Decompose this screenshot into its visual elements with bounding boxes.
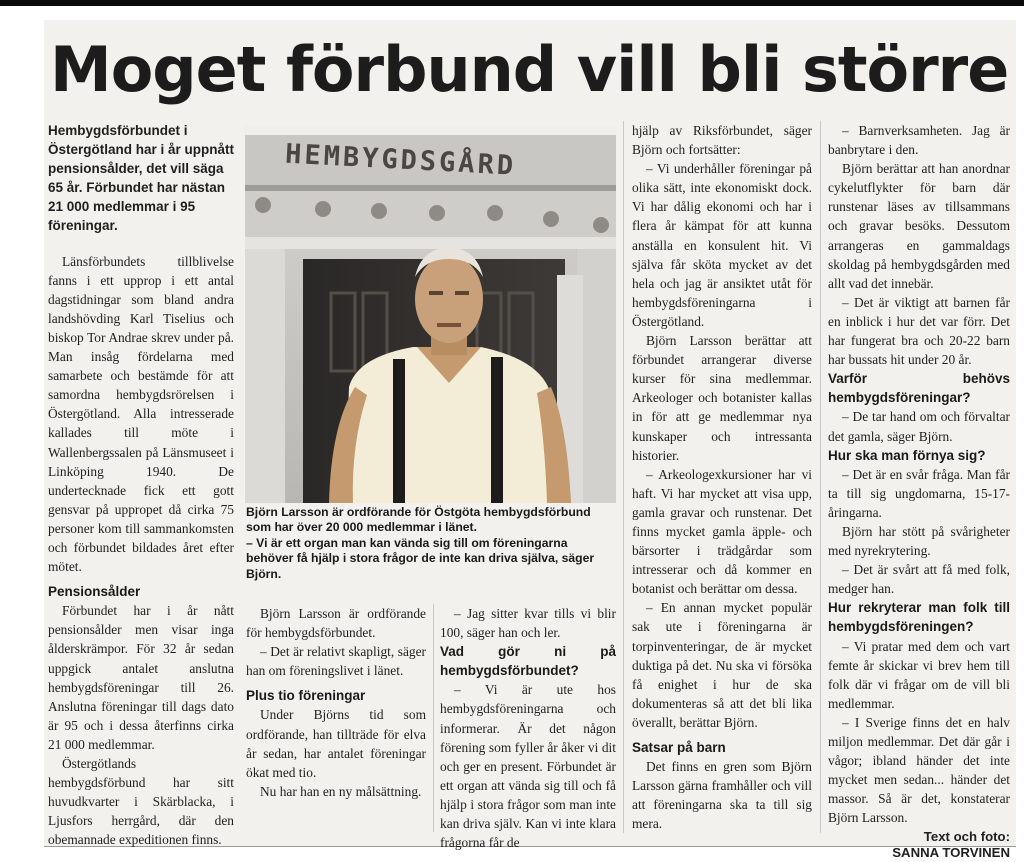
subheading-plus-tio: Plus tio föreningar [246, 688, 366, 704]
ingress: Hembygdsförbundet i Östergötland har i år uppnått pensionsålder, det vill säga 65 år. Förbundet har nästan 21 000 medlemmar i 95 föreningar. [48, 123, 235, 234]
paragraph: – Det är en svår fråga. Man får ta till sig ungdomarna, 15-17-åringarna. [828, 466, 1010, 520]
paragraph: – Vi underhåller föreningar på olika sätt, inte ekonomiskt dock. Vi har dålig ekonomi och har i flera år kämpat för att kunna anställa en konsulent hit. Vi själva får sköta mycket av det hela och jag är ansiktet utåt för hembygdsföreningarna i Östergötland. [632, 161, 812, 329]
paragraph: – Jag sitter kvar tills vi blir 100, säger han och ler. [440, 606, 616, 641]
question-vad-gor-ni: Vad gör ni på hembygdsförbundet? [440, 644, 616, 679]
column-divider [820, 121, 821, 833]
paragraph: – I Sverige finns det en halv miljon medlemmar. Det där går i vågor; ibland händer det inte mycket men sedan... händer det massor. Så är det, konstaterar Björn Larsson. [828, 714, 1010, 826]
byline-author: SANNA TORVINEN [892, 845, 1010, 861]
paragraph: Björn berättar att han anordnar cykelutflykter för barn där runstenar läses av tillsammans och gravar besöks. Dessutom arrangeras en gammaldags skoldag på hembygdsgården med allt vad det innebär. [828, 161, 1010, 291]
paragraph: – En annan mycket populär sak ute i föreningarna är torpinventeringar, de är mycket duktiga på det. Nu ska vi försöka få enighet i hur de ska dokumenteras så att det bli lika överallt, berättar Björn. [632, 600, 812, 730]
paragraph: Björn har stött på svårigheter med nyrekrytering. [828, 523, 1010, 559]
paragraph: – Barnverksamheten. Jag är banbrytare i den. [828, 123, 1010, 158]
paragraph: – Arkeologexkursioner har vi haft. Vi har mycket att visa upp, gamla gravar och runstenar. Det finns mycket gamla äpple- och bärsorter i trädgårdar som intresserar och då kommer en botanist och berättar om dessa. [632, 466, 812, 597]
paragraph: – Vi är ute hos hembygdsföreningarna och informerar. Är det någon förening som fyller år åker vi dit och ger en present. Förbundet är ett organ att vända sig till och få hjälp i stora frågor som man inte kan driva själv. Kan vi inte klara frågorna får de [440, 682, 616, 851]
sign-hembygdsgard: HEMBYGDSGÅRD [284, 138, 517, 182]
paragraph: Björn Larsson berättar att förbundet arrangerar diverse kurser för sina medlemmar. Arkeologer och botanister kallas in för att ge medlemmar nya kunskaper och intressanta historier. [632, 333, 812, 463]
column-2 [246, 604, 426, 801]
column-5 [828, 121, 1010, 861]
paragraph: – Det är viktigt att barnen får en inblick i hur det var förr. Det har fungerat bra och 20-22 barn har bussats hit under 20 år. [828, 294, 1010, 368]
paragraph: Björn Larsson är ordförande för hembygdsförbundet. [246, 606, 426, 641]
paragraph: Förbundet har i år nått pensionsålder men visar inga ålderskrämpor. För 32 år sedan uppgick antalet anslutna hembygdsföreningar till 26. Anslutna föreningar till dags dato är 95 och i dessa återfinns cirka 21 000 medlemmar. [48, 603, 234, 752]
column-divider [433, 604, 434, 832]
paragraph: – Det är svårt att få med folk, medger han. [828, 562, 1010, 597]
paragraph: – Det är relativt skapligt, säger han om föreningslivet i länet. [246, 644, 426, 679]
column-4 [632, 121, 812, 833]
paragraph: – Vi pratar med dem och vart femte år skickar vi brev hem till folk där vi frågar om de vill bli medlemmar. [828, 638, 1010, 711]
column-3 [440, 604, 616, 852]
headline: Moget förbund vill bli större [50, 33, 1009, 106]
byline-label: Text och foto: [923, 829, 1010, 845]
column-divider [623, 121, 624, 833]
caption-line: Björn Larsson är ordförande för Östgöta hembygdsförbund som har över 20 000 medlemmar i länet. [246, 505, 591, 535]
question-varfor: Varför behövs hembygdsföreningar? [828, 371, 1010, 406]
paragraph: – De tar hand om och förvaltar det gamla, säger Björn. [828, 409, 1010, 444]
paragraph: Östergötlands hembygdsförbund har sitt huvudkvarter i Skärblacka, i Ljusfors herrgård, där den obemannade expeditionen finns. [48, 756, 234, 848]
paragraph: Nu har han en ny målsättning. [260, 783, 422, 799]
paragraph: Länsförbundets tillblivelse fanns i ett upprop i ett antal dagstidningar som bland andra landshövding Karl Tiselius och biskop Tor Andrae skrev under på. Man insåg fördelarna med samarbete och bestämde för att samordna hembygdsrörelsen i Östergötland. Alla intresserade kallades till möte i Wallenbergssalen på Länsmuseet i Linköping 1940. De undertecknade fick ett gott gensvar på uppropet då cirka 75 personer kom till sammankomsten och förbundet bildades året efter mötet. [48, 253, 234, 575]
paragraph: hjälp av Riksförbundet, säger Björn och fortsätter: [632, 123, 812, 158]
photo-bjorn-larsson [245, 125, 616, 503]
question-fornya: Hur ska man förnya sig? [828, 447, 986, 463]
byline [828, 829, 1010, 861]
question-rekrytera: Hur rekryterar man folk till hembygdsföreningen? [828, 600, 1010, 635]
paragraph: Det finns en gren som Björn Larsson gärna framhåller och vill att föreningarna ska ta till sig mera. [632, 759, 812, 832]
top-border [0, 0, 1024, 6]
caption-quote: – Vi är ett organ man kan vända sig till om föreningarna behöver få hjälp i stora frågor de inte kan driva själva, säger Björn. [246, 535, 595, 581]
paragraph: Under Björns tid som ordförande, han tillträde för elva år sedan, har antalet föreningar ökat med tio. [246, 707, 426, 780]
subheading-satsar-pa-barn: Satsar på barn [632, 740, 726, 755]
photo-caption [246, 505, 614, 582]
subheading-pensionsalder: Pensionsålder [48, 584, 141, 600]
column-1 [48, 121, 234, 849]
